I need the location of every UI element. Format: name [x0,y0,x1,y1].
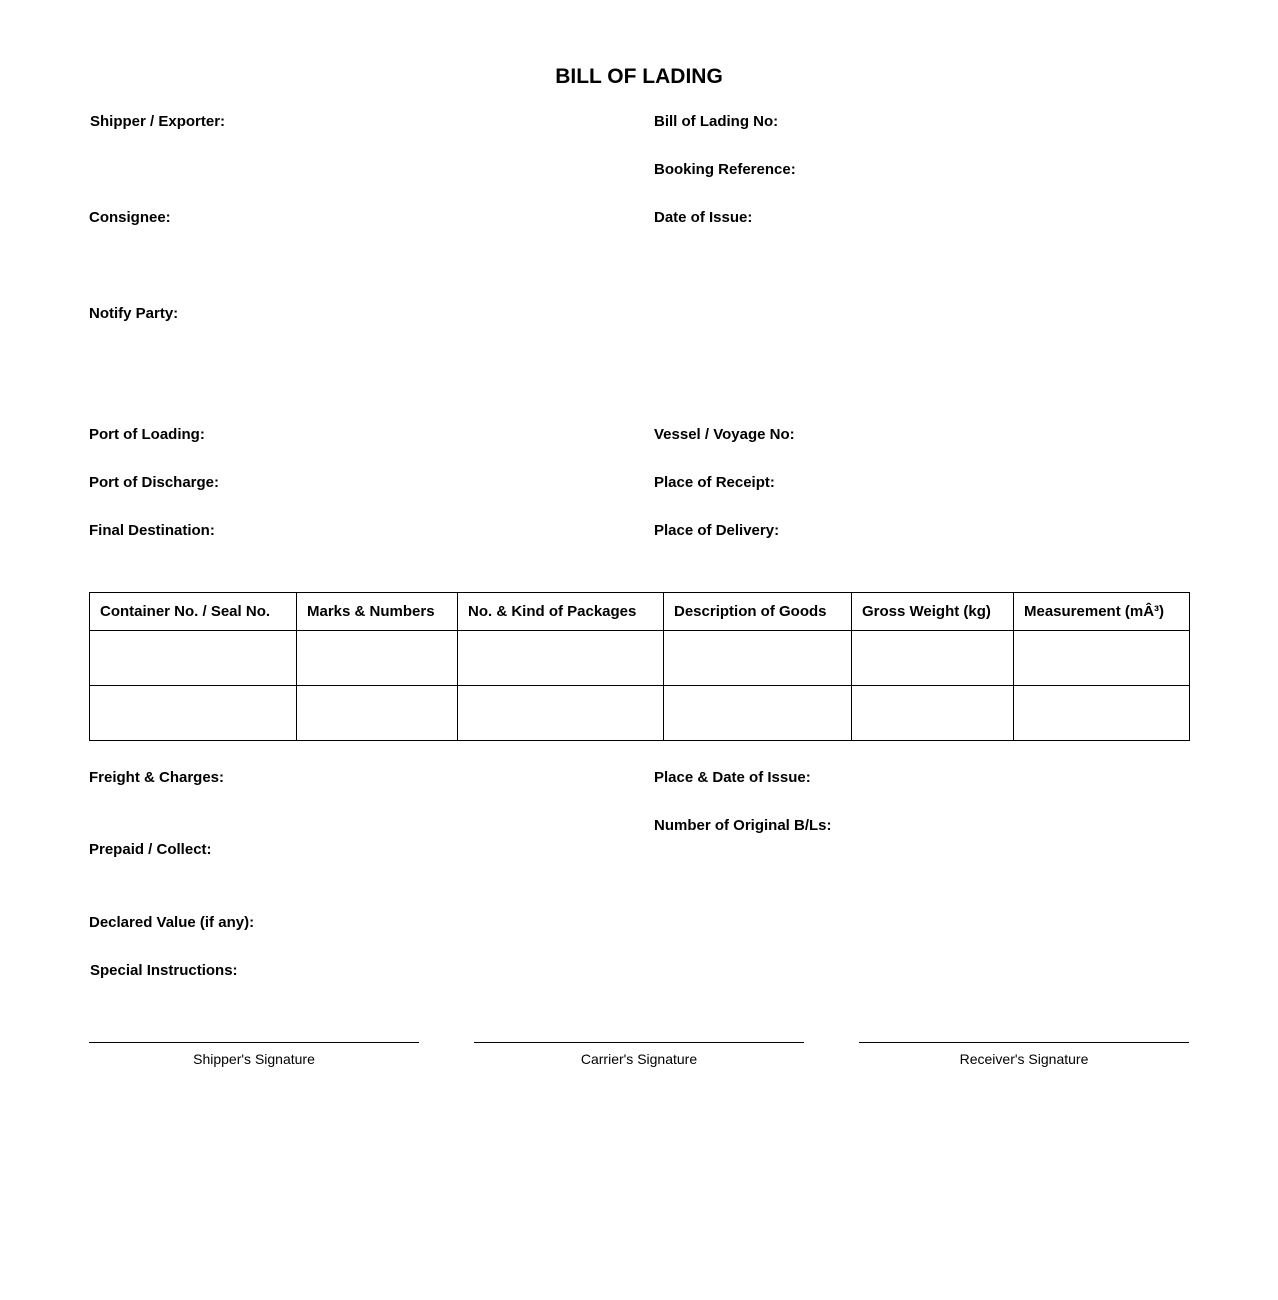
table-cell[interactable] [297,631,458,686]
goods-table-header-row [90,593,1190,631]
table-cell[interactable] [458,631,664,686]
carrier-signature-line[interactable] [474,1042,804,1068]
place-date-issue-label: Place & Date of Issue: [654,769,811,786]
place-of-delivery-label: Place of Delivery: [654,522,780,539]
place-of-receipt-label: Place of Receipt: [654,474,775,491]
prepaid-collect-label: Prepaid / Collect: [89,841,212,858]
table-cell[interactable] [458,686,664,741]
bl-number-label: Bill of Lading No: [654,113,779,130]
table-cell[interactable] [90,686,297,741]
port-of-loading-label: Port of Loading: [89,426,205,443]
table-cell[interactable] [1014,686,1190,741]
special-instructions-label: Special Instructions: [90,962,238,979]
receiver-signature-line[interactable] [859,1042,1189,1068]
document-title: BILL OF LADING [555,65,723,88]
table-cell[interactable] [297,686,458,741]
shipper-label: Shipper / Exporter: [90,113,226,130]
table-cell[interactable] [852,686,1014,741]
booking-reference-label: Booking Reference: [654,161,796,178]
port-of-discharge-label: Port of Discharge: [89,474,220,491]
shipper-signature-line[interactable] [89,1042,419,1068]
table-cell[interactable] [1014,631,1190,686]
vessel-voyage-label: Vessel / Voyage No: [654,426,795,443]
column-header-measurement: Measurement (mÂ³) [1014,593,1190,631]
receiver-signature-label: Receiver's Signature [959,1051,1089,1067]
table-cell[interactable] [664,686,852,741]
table-cell[interactable] [852,631,1014,686]
column-header-container-seal: Container No. / Seal No. [90,593,297,631]
table-row [90,686,1190,741]
declared-value-label: Declared Value (if any): [89,914,255,931]
shipper-signature-label: Shipper's Signature [193,1051,315,1067]
column-header-description: Description of Goods [664,593,852,631]
consignee-label: Consignee: [89,209,171,226]
goods-table [89,592,1190,741]
table-cell[interactable] [90,631,297,686]
column-header-packages: No. & Kind of Packages [458,593,664,631]
notify-party-label: Notify Party: [89,305,179,322]
table-cell[interactable] [664,631,852,686]
carrier-signature-label: Carrier's Signature [580,1051,698,1067]
table-row [90,631,1190,686]
column-header-marks-numbers: Marks & Numbers [297,593,458,631]
column-header-gross-weight: Gross Weight (kg) [852,593,1014,631]
number-of-originals-label: Number of Original B/Ls: [654,817,832,834]
date-of-issue-label: Date of Issue: [654,209,753,226]
freight-charges-label: Freight & Charges: [89,769,225,786]
final-destination-label: Final Destination: [89,522,215,539]
